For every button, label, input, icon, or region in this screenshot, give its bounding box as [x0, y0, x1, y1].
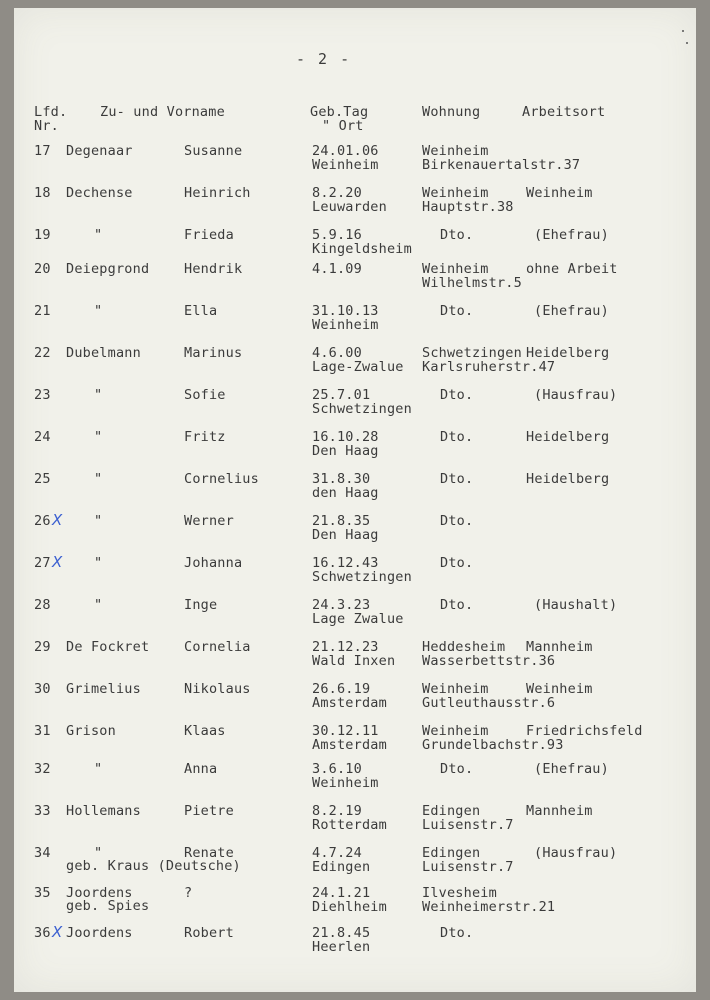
- row-check-mark: X: [52, 923, 63, 941]
- row-residence-town: Dto.: [440, 597, 474, 613]
- row-workplace: Friedrichsfeld: [526, 723, 643, 739]
- row-first-name: Susanne: [184, 143, 243, 159]
- row-number: 27: [34, 555, 51, 571]
- row-birth-date: 4.6.00: [312, 345, 362, 361]
- row-number: 33: [34, 803, 51, 819]
- row-residence-town: Dto.: [440, 513, 474, 529]
- row-birth-date: 4.1.09: [312, 261, 362, 277]
- row-number: 30: [34, 681, 51, 697]
- row-surname: Deiepgrond: [66, 261, 150, 277]
- row-birth-date: 31.8.30: [312, 471, 371, 487]
- row-number: 26: [34, 513, 51, 529]
- row-surname: Dubelmann: [66, 345, 141, 361]
- row-first-name: Cornelia: [184, 639, 251, 655]
- row-residence-town: Weinheim: [422, 185, 489, 201]
- row-workplace: (Hausfrau): [534, 845, 618, 861]
- row-residence-town: Ilvesheim: [422, 885, 497, 901]
- row-residence-town: Dto.: [440, 925, 474, 941]
- row-residence-street: Wilhelmstr.5: [422, 275, 522, 291]
- row-surname: ": [94, 303, 103, 319]
- row-surname: ": [94, 471, 103, 487]
- row-workplace: Weinheim: [526, 185, 593, 201]
- row-surname: ": [94, 387, 103, 403]
- row-first-name: Frieda: [184, 227, 234, 243]
- row-birth-date: 24.3.23: [312, 597, 371, 613]
- row-number: 17: [34, 143, 51, 159]
- row-workplace: (Ehefrau): [534, 303, 609, 319]
- row-workplace: (Ehefrau): [534, 227, 609, 243]
- row-number: 32: [34, 761, 51, 777]
- header-nr: Nr.: [34, 118, 59, 134]
- row-residence-street: Birkenauertalstr.37: [422, 157, 581, 173]
- header-lfd: Lfd.: [34, 104, 68, 120]
- row-number: 18: [34, 185, 51, 201]
- row-surname: ": [94, 761, 103, 777]
- row-birth-place: Weinheim: [312, 317, 379, 333]
- row-birth-place: Den Haag: [312, 443, 379, 459]
- row-birth-date: 26.6.19: [312, 681, 371, 697]
- row-workplace: Mannheim: [526, 639, 593, 655]
- row-surname: Joordens: [66, 925, 133, 941]
- row-birth-date: 8.2.20: [312, 185, 362, 201]
- row-workplace: (Hausfrau): [534, 387, 618, 403]
- row-workplace: Weinheim: [526, 681, 593, 697]
- row-surname: ": [94, 845, 103, 861]
- row-residence-town: Dto.: [440, 761, 474, 777]
- row-first-name: Klaas: [184, 723, 226, 739]
- row-residence-town: Dto.: [440, 555, 474, 571]
- row-residence-street: Luisenstr.7: [422, 859, 514, 875]
- row-number: 29: [34, 639, 51, 655]
- row-first-name: Cornelius: [184, 471, 259, 487]
- row-residence-town: Weinheim: [422, 143, 489, 159]
- row-residence-town: Heddesheim: [422, 639, 506, 655]
- row-birth-place: Schwetzingen: [312, 569, 412, 585]
- row-surname: ": [94, 227, 103, 243]
- row-surname: ": [94, 597, 103, 613]
- row-number: 19: [34, 227, 51, 243]
- row-first-name: Anna: [184, 761, 218, 777]
- header-arbeitsort: Arbeitsort: [522, 104, 606, 120]
- row-number: 34: [34, 845, 51, 861]
- row-surname: Joordens: [66, 885, 133, 901]
- row-birth-place: Amsterdam: [312, 695, 387, 711]
- row-surname: De Fockret: [66, 639, 150, 655]
- row-workplace: Mannheim: [526, 803, 593, 819]
- row-surname: ": [94, 513, 103, 529]
- row-first-name: Inge: [184, 597, 218, 613]
- row-residence-street: Wasserbettstr.36: [422, 653, 556, 669]
- row-birth-date: 24.1.21: [312, 885, 371, 901]
- document-page: [14, 8, 696, 992]
- row-residence-town: Edingen: [422, 803, 481, 819]
- row-number: 28: [34, 597, 51, 613]
- row-birth-place: Diehlheim: [312, 899, 387, 915]
- row-birth-date: 31.10.13: [312, 303, 379, 319]
- row-residence-town: Dto.: [440, 429, 474, 445]
- row-birth-place: Lage Zwalue: [312, 611, 404, 627]
- row-surname: ": [94, 429, 103, 445]
- row-surname-birthname: geb. Kraus (Deutsche): [66, 858, 241, 874]
- row-number: 36: [34, 925, 51, 941]
- row-first-name: Heinrich: [184, 185, 251, 201]
- row-workplace: ohne Arbeit: [526, 261, 618, 277]
- row-first-name: Renate: [184, 845, 234, 861]
- row-birth-place: Kingeldsheim: [312, 241, 412, 257]
- header-name: Zu- und Vorname: [100, 104, 225, 120]
- row-birth-place: Wald Inxen: [312, 653, 396, 669]
- row-birth-date: 21.8.35: [312, 513, 371, 529]
- row-first-name: Robert: [184, 925, 234, 941]
- row-surname: ": [94, 555, 103, 571]
- row-birth-date: 5.9.16: [312, 227, 362, 243]
- row-birth-date: 30.12.11: [312, 723, 379, 739]
- row-first-name: Ella: [184, 303, 218, 319]
- row-number: 31: [34, 723, 51, 739]
- row-residence-street: Grundelbachstr.93: [422, 737, 564, 753]
- paper-speck: [682, 30, 684, 32]
- row-birth-date: 25.7.01: [312, 387, 371, 403]
- row-birth-place: Heerlen: [312, 939, 371, 955]
- row-first-name: Werner: [184, 513, 234, 529]
- header-ort: " Ort: [322, 118, 364, 134]
- row-residence-town: Dto.: [440, 387, 474, 403]
- row-number: 22: [34, 345, 51, 361]
- row-birth-date: 16.10.28: [312, 429, 379, 445]
- row-number: 35: [34, 885, 51, 901]
- row-surname: Hollemans: [66, 803, 141, 819]
- row-residence-town: Weinheim: [422, 723, 489, 739]
- row-surname: Grison: [66, 723, 116, 739]
- row-residence-town: Dto.: [440, 303, 474, 319]
- row-birth-place: Schwetzingen: [312, 401, 412, 417]
- row-birth-date: 4.7.24: [312, 845, 362, 861]
- row-residence-street: Hauptstr.38: [422, 199, 514, 215]
- row-residence-street: Karlsruherstr.47: [422, 359, 556, 375]
- row-residence-town: Dto.: [440, 227, 474, 243]
- row-first-name: ?: [184, 885, 193, 901]
- row-birth-place: Weinheim: [312, 775, 379, 791]
- row-first-name: Marinus: [184, 345, 243, 361]
- row-number: 21: [34, 303, 51, 319]
- row-birth-place: Amsterdam: [312, 737, 387, 753]
- row-first-name: Pietre: [184, 803, 234, 819]
- row-number: 24: [34, 429, 51, 445]
- row-surname-birthname: geb. Spies: [66, 898, 150, 914]
- row-residence-town: Dto.: [440, 471, 474, 487]
- row-birth-date: 16.12.43: [312, 555, 379, 571]
- row-residence-street: Weinheimerstr.21: [422, 899, 556, 915]
- page-number: - 2 -: [296, 50, 352, 68]
- row-birth-place: Leuwarden: [312, 199, 387, 215]
- header-wohnung: Wohnung: [422, 104, 481, 120]
- row-birth-place: Weinheim: [312, 157, 379, 173]
- row-birth-date: 3.6.10: [312, 761, 362, 777]
- row-residence-street: Luisenstr.7: [422, 817, 514, 833]
- row-check-mark: X: [52, 553, 63, 571]
- row-birth-place: Rotterdam: [312, 817, 387, 833]
- row-birth-date: 8.2.19: [312, 803, 362, 819]
- row-workplace: Heidelberg: [526, 471, 610, 487]
- row-workplace: Heidelberg: [526, 345, 610, 361]
- row-number: 23: [34, 387, 51, 403]
- row-residence-town: Weinheim: [422, 261, 489, 277]
- row-birth-place: Edingen: [312, 859, 371, 875]
- row-residence-town: Weinheim: [422, 681, 489, 697]
- row-birth-date: 21.8.45: [312, 925, 371, 941]
- row-check-mark: X: [52, 511, 63, 529]
- row-first-name: Sofie: [184, 387, 226, 403]
- row-birth-place: den Haag: [312, 485, 379, 501]
- row-workplace: (Haushalt): [534, 597, 618, 613]
- row-workplace: Heidelberg: [526, 429, 610, 445]
- row-birth-date: 24.01.06: [312, 143, 379, 159]
- row-first-name: Fritz: [184, 429, 226, 445]
- row-first-name: Nikolaus: [184, 681, 251, 697]
- row-first-name: Johanna: [184, 555, 243, 571]
- row-residence-town: Schwetzingen: [422, 345, 522, 361]
- row-residence-street: Gutleuthausstr.6: [422, 695, 556, 711]
- row-birth-place: Lage-Zwalue: [312, 359, 404, 375]
- row-first-name: Hendrik: [184, 261, 243, 277]
- row-number: 20: [34, 261, 51, 277]
- paper-speck: [686, 42, 688, 44]
- row-number: 25: [34, 471, 51, 487]
- row-surname: Degenaar: [66, 143, 133, 159]
- header-geb-tag: Geb.Tag: [310, 104, 369, 120]
- row-residence-town: Edingen: [422, 845, 481, 861]
- row-birth-date: 21.12.23: [312, 639, 379, 655]
- row-workplace: (Ehefrau): [534, 761, 609, 777]
- row-birth-place: Den Haag: [312, 527, 379, 543]
- row-surname: Dechense: [66, 185, 133, 201]
- row-surname: Grimelius: [66, 681, 141, 697]
